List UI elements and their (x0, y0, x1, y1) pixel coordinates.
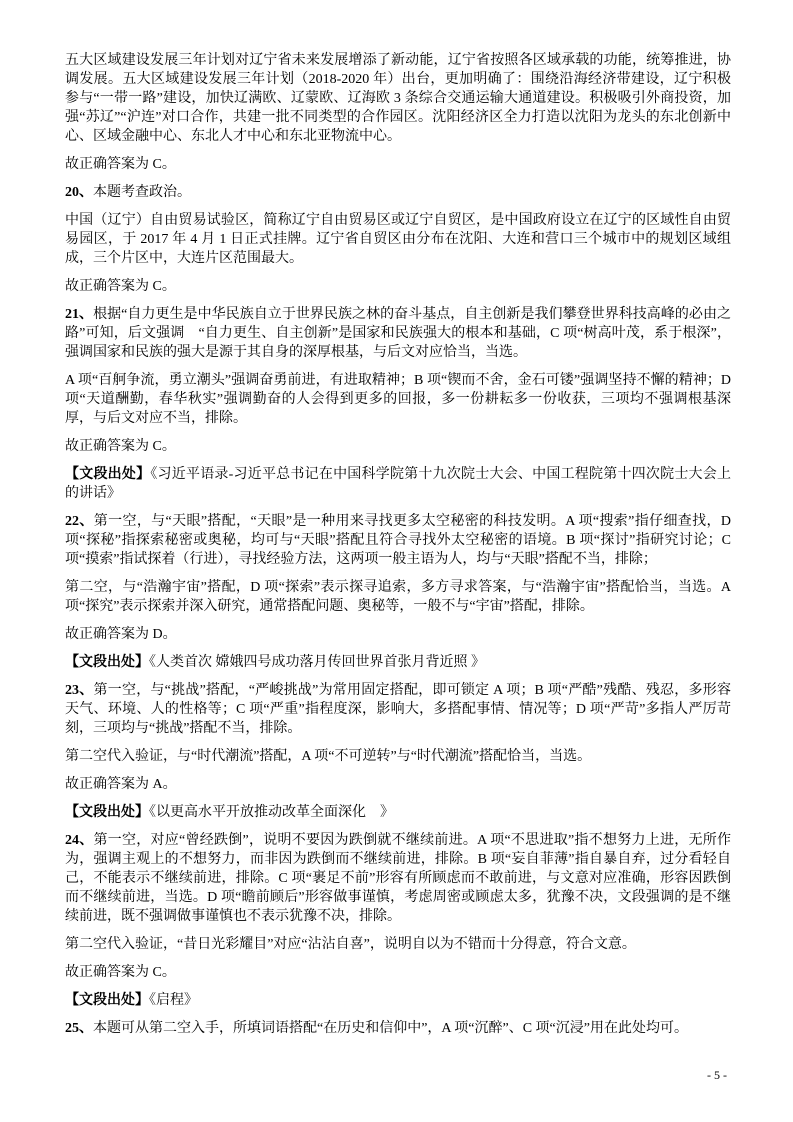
paragraph-text: 第二空代入验证，与“时代潮流”搭配，A 项“不可逆转”与“时代潮流”搭配恰当，当选。 (65, 749, 592, 764)
paragraph-text: 故正确答案为 C。 (65, 965, 176, 980)
paragraph (65, 653, 731, 672)
paragraph-lead: 25、 (65, 1021, 93, 1036)
paragraph (65, 305, 731, 362)
paragraph-text: 《启程》 (149, 993, 198, 1008)
paragraph-text: 《习近平语录-习近平总书记在中国科学院第十九次院士大会、中国工程院第十四次院士大会上的讲话》 (65, 467, 731, 501)
paragraph-text: 第一空，与“挑战”搭配，“严峻挑战”为常用固定搭配，即可锁定 A 项；B 项“严酷”残酷、残忍，多形容天气、环境、人的性格等；C 项“严重”指程度深，影响大，多搭配事情、情况等；D 项“严苛”多指人严厉苛刻，三项均与“挑战”搭配不当，排除。 (65, 683, 732, 736)
paragraph (65, 51, 731, 146)
paragraph-text: 故正确答案为 D。 (65, 627, 177, 642)
paragraph (65, 963, 731, 982)
page-number: - 5 - (707, 1068, 727, 1082)
paragraph (65, 775, 731, 794)
paragraph (65, 935, 731, 954)
paragraph (65, 831, 731, 926)
paragraph-text: 根据“自力更生是中华民族自立于世界民族之林的奋斗基点，自主创新是我们攀登世界科技高峰的必由之路”可知，后文强调 “自力更生、自主创新”是国家和民族强大的根本和基础，C 项“树高叶茂，系于根深”，强调国家和民族的强大是源于其自身的深厚根基，与后文对应恰当，当选。 (65, 307, 731, 360)
paragraph (65, 155, 731, 174)
paragraph-lead: 23、 (65, 683, 94, 698)
body-text (65, 51, 731, 1047)
paragraph-lead: 【文段出处】 (65, 805, 149, 820)
paragraph (65, 183, 731, 202)
paragraph (65, 991, 731, 1010)
paragraph (65, 747, 731, 766)
paragraph-text: 第二空，与“浩瀚宇宙”搭配，D 项“探索”表示探寻追索，多方寻求答案，与“浩瀚宇宙”搭配恰当，当选。A 项“探究”表示探索并深入研究，通常搭配问题、奥秘等，一般不与“宇宙”搭配，排除。 (65, 580, 731, 614)
paragraph (65, 277, 731, 296)
paragraph-lead: 【文段出处】 (65, 467, 151, 482)
paragraph-text: 中国（辽宁）自由贸易试验区，简称辽宁自由贸易区或辽宁自贸区，是中国政府设立在辽宁的区域性自由贸易园区，于 2017 年 4 月 1 日正式挂牌。辽宁省自贸区由分布在沈阳、大连和营口三个城市中的规划区域组成，三个片区中，大连片区范围最大。 (65, 213, 731, 266)
paragraph (65, 371, 731, 428)
paragraph-text: 第一空，对应“曾经跌倒”，说明不要因为跌倒就不继续前进。A 项“不思进取”指不想努力上进，无所作为，强调主观上的不想努力，而非因为跌倒而不继续前进，排除。B 项“妄自菲薄”指自暴自弃，过分看轻自己，不能表示不继续前进，排除。C 项“裹足不前”形容有所顾虑而不敢前进，与文意对应准确，形容因跌倒而不继续前进，当选。D 项“瞻前顾后”形容做事谨慎，考虑周密或顾虑太多，犹豫不决，文段强调的是不继续前进，既不强调做事谨慎也不表示犹豫不决，排除。 (65, 833, 731, 924)
paragraph-lead: 22、 (65, 514, 94, 529)
paragraph-text: 故正确答案为 C。 (65, 279, 176, 294)
paragraph (65, 1019, 731, 1038)
paragraph-lead: 【文段出处】 (65, 655, 149, 670)
paragraph-lead: 24、 (65, 833, 94, 848)
paragraph-text: 第二空代入验证，“昔日光彩耀目”对应“沾沾自喜”，说明自以为不错而十分得意，符合文意。 (65, 937, 636, 952)
paragraph-lead: 21、 (65, 307, 94, 322)
paragraph-text: 《人类首次 嫦娥四号成功落月传回世界首张月背近照 》 (149, 655, 485, 670)
paragraph-lead: 20、 (65, 185, 93, 200)
paragraph-text: 故正确答案为 C。 (65, 157, 176, 172)
paragraph-lead: 【文段出处】 (65, 993, 149, 1008)
paragraph-text: 本题考查政治。 (93, 185, 191, 200)
paragraph (65, 437, 731, 456)
paragraph (65, 625, 731, 644)
paragraph (65, 803, 731, 822)
paragraph (65, 512, 731, 569)
paragraph-text: 第一空，与“天眼”搭配，“天眼”是一种用来寻找更多太空秘密的科技发明。A 项“搜索”指仔细查找，D 项“探秘”指探索秘密或奥秘，均可与“天眼”搭配且符合寻找外太空秘密的语境。B 项“探讨”指研究讨论；C 项“摸索”指试探着（行进），寻找经验方法，这两项一般主语为人，均与“天眼”搭配不当，排除； (65, 514, 732, 567)
paragraph-text: A 项“百舸争流，勇立潮头”强调奋勇前进，有进取精神；B 项“锲而不舍，金石可镂”强调坚持不懈的精神；D 项“天道酬勤，春华秋实”强调勤奋的人会得到更多的回报，多一份耕耘多一份收获，三项均不强调根基深厚，与后文对应不当，排除。 (65, 373, 731, 426)
paragraph (65, 465, 731, 503)
paragraph (65, 211, 731, 268)
paragraph-text: 五大区域建设发展三年计划对辽宁省未来发展增添了新动能，辽宁省按照各区域承载的功能，统筹推进，协调发展。五大区域建设发展三年计划（2018-2020 年）出台，更加明确了：围绕沿海经济带建设，辽宁积极参与“一带一路”建设，加快辽满欧、辽蒙欧、辽海欧 3 条综合交通运输大通道建设。积极吸引外商投资，加强“苏辽”“沪连”对口合作，共建一批不同类型的合作园区。沈阳经济区全力打造以沈阳为龙头的东北创新中心、区域金融中心、东北人才中心和东北亚物流中心。 (65, 53, 731, 144)
paragraph-text: 故正确答案为 C。 (65, 439, 176, 454)
paragraph-text: 故正确答案为 A。 (65, 777, 177, 792)
paragraph-text: 本题可从第二空入手，所填词语搭配“在历史和信仰中”，A 项“沉醉”、C 项“沉浸”用在此处均可。 (93, 1021, 688, 1036)
paragraph (65, 681, 731, 738)
paragraph-text: 《以更高水平开放推动改革全面深化 》 (149, 805, 394, 820)
paragraph (65, 578, 731, 616)
